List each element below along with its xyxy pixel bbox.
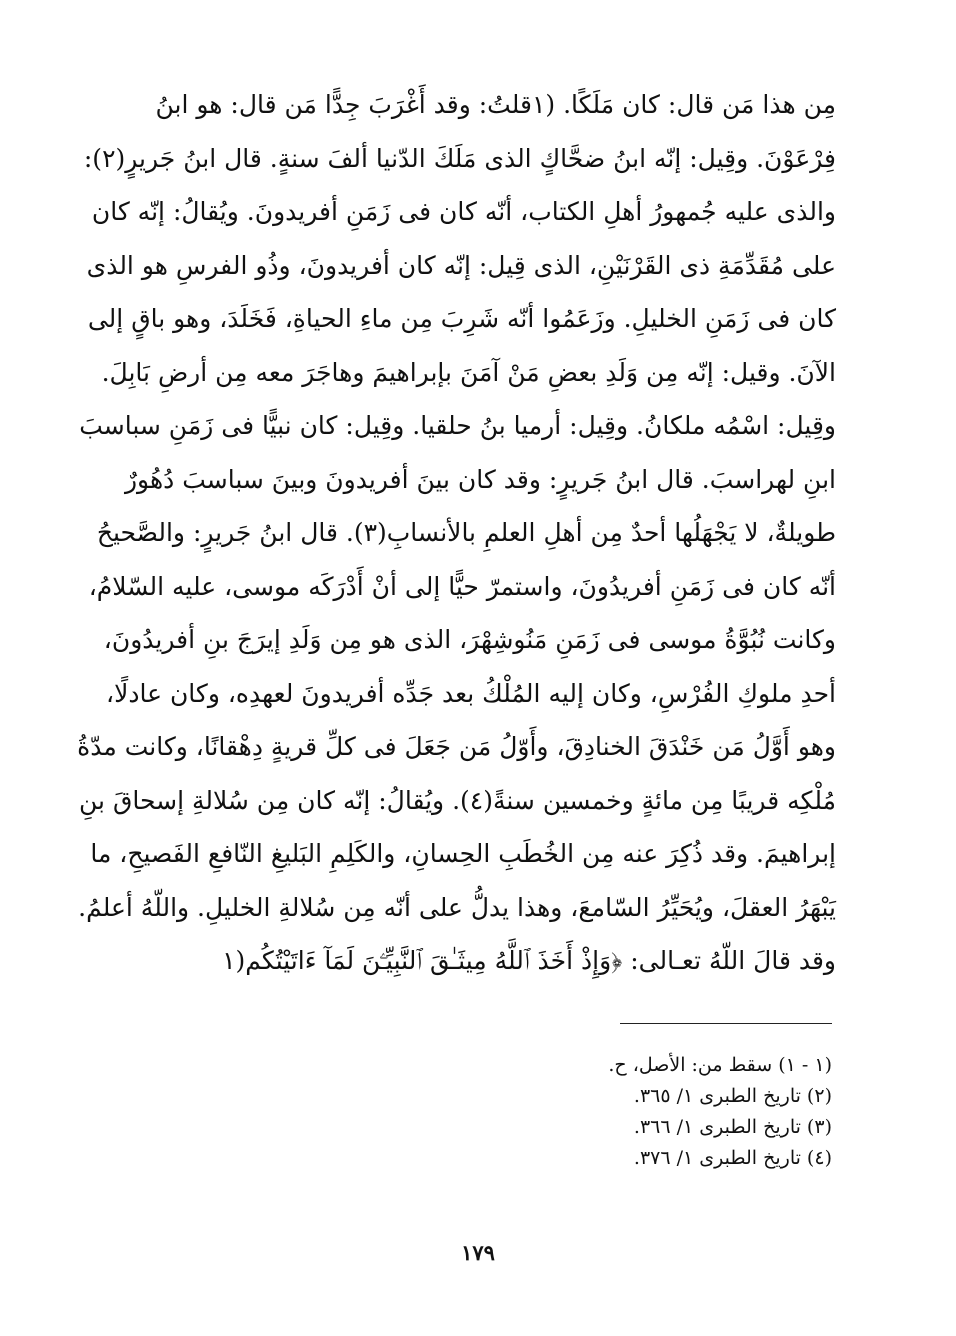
text-line: على مُقَدِّمَةِ ذى القَرْنَيْنِ، الذى قِيل: إنّه كان أفريدونَ، وذُو الفرسِ هو الذى [86, 250, 836, 280]
footnote-4: (٤) تاريخ الطبرى ١/ ٣٧٦. [633, 1147, 832, 1169]
text-line: فِرْعَوْنَ. وقِيل: إنّه ابنُ ضحَّاكٍ الذى مَلَكَ الدّنيا ألفَ سنةٍ. قال ابنُ جَريرٍ(٢): [83, 143, 836, 173]
quran-verse-line: وقد قالَ اللّهُ تعـالى: ﴿وَإِذْ أَخَذَ ٱللَّهُ مِيثَـٰقَ ٱلنَّبِيِّـۧنَ لَمَآ ءَاتَيْتُكُم(١ [222, 946, 836, 975]
text-line: وكانت نُبُوَّةُ موسى فى زَمَنِ مَنُوشِهْرَ، الذى هو مِن وَلَدِ إيرَجَ بنِ أفريدُونَ، [103, 625, 836, 654]
text-line: مِن هذا مَن قال: كان مَلَكًا. (١قلتُ: وقد أَغْرَبَ جِدًّا مَن قال: هو ابنُ [155, 90, 836, 119]
text-line: أنّه كان فى زَمَنِ أفريدُونَ، واستمرّ حيًّا إلى أنْ أَدْرَكَه موسى، عليه السّلامُ، [88, 571, 836, 601]
text-line: ابنِ لهراسبَ. قال ابنُ جَريرٍ: وقد كان بينَ أفريدونَ وبينَ سباسبَ دُهُورٌ [124, 464, 836, 494]
footnote-divider [620, 1023, 832, 1024]
footnote-1: (١ - ١) سقط من: الأصل، ح. [608, 1054, 832, 1076]
footnote-3: (٣) تاريخ الطبرى ١/ ٣٦٦. [633, 1116, 832, 1138]
text-line: إبراهيمَ. وقد ذُكِرَ عنه مِن الخُطَبِ الحِسانِ، والكَلِمِ البَليغِ النّافعِ الفَصيحِ، ما [90, 839, 836, 868]
text-line: كان فى زَمَنِ الخليلِ. وزَعَمُوا أنّه شَرِبَ مِن ماءِ الحياةِ، فَخَلَدَ، وهو باقٍ إلى [87, 304, 836, 333]
footnote-2: (٢) تاريخ الطبرى ١/ ٣٦٥. [633, 1085, 832, 1107]
page-number: ١٧٩ [461, 1240, 495, 1265]
text-line: وهو أَوَّلُ مَن خَنْدَقَ الخنادِقَ، وأَوّلُ مَن جَعَلَ فى كلِّ قريةٍ دِهْقانًا، وكانت مدّةُ [77, 732, 836, 761]
text-line: وقِيل: اسْمُه ملكانُ. وقِيل: أرميا بنُ حلقيا. وقِيل: كان نبيًّا فى زَمَنِ سباسبَ [79, 411, 836, 440]
text-line: طويلةٌ، لا يَجْهَلُها أحدٌ مِن أهلِ العلمِ بالأنسابِ(٣). قال ابنُ جَريرٍ: والصَّحيحُ [96, 518, 836, 547]
text-line: يَبْهَرُ العقلَ، ويُحَيِّرُ السّامعَ، وهذا يدلُّ على أنّه مِن سُلالةِ الخليلِ. واللّهُ أعلمُ. [78, 892, 836, 922]
text-line: الآنَ. وقيل: إنّه مِن وَلَدِ بعضِ مَنْ آمَنَ بإبراهيمَ وهاجَرَ معه مِن أرضِ بَابِلَ. [101, 357, 836, 387]
footnotes-block [420, 1050, 832, 1174]
text-line: والذى عليه جُمهورُ أهلِ الكتاب، أنّه كان فى زَمَنِ أفريدونَ. ويُقالُ: إنّه كان [91, 197, 836, 226]
text-line: أحدِ ملوكِ الفُرْسِ، وكان إليه المُلْكُ بعد جَدِّه أفريدونَ لعهدِه، وكان عادلًا، [106, 678, 836, 708]
main-text-block [77, 78, 836, 988]
text-line: مُلْكِه قريبًا مِن مائةٍ وخمسين سنةً(٤). ويُقالُ: إنّه كان مِن سُلالةِ إسحاقَ بنِ [79, 785, 836, 815]
